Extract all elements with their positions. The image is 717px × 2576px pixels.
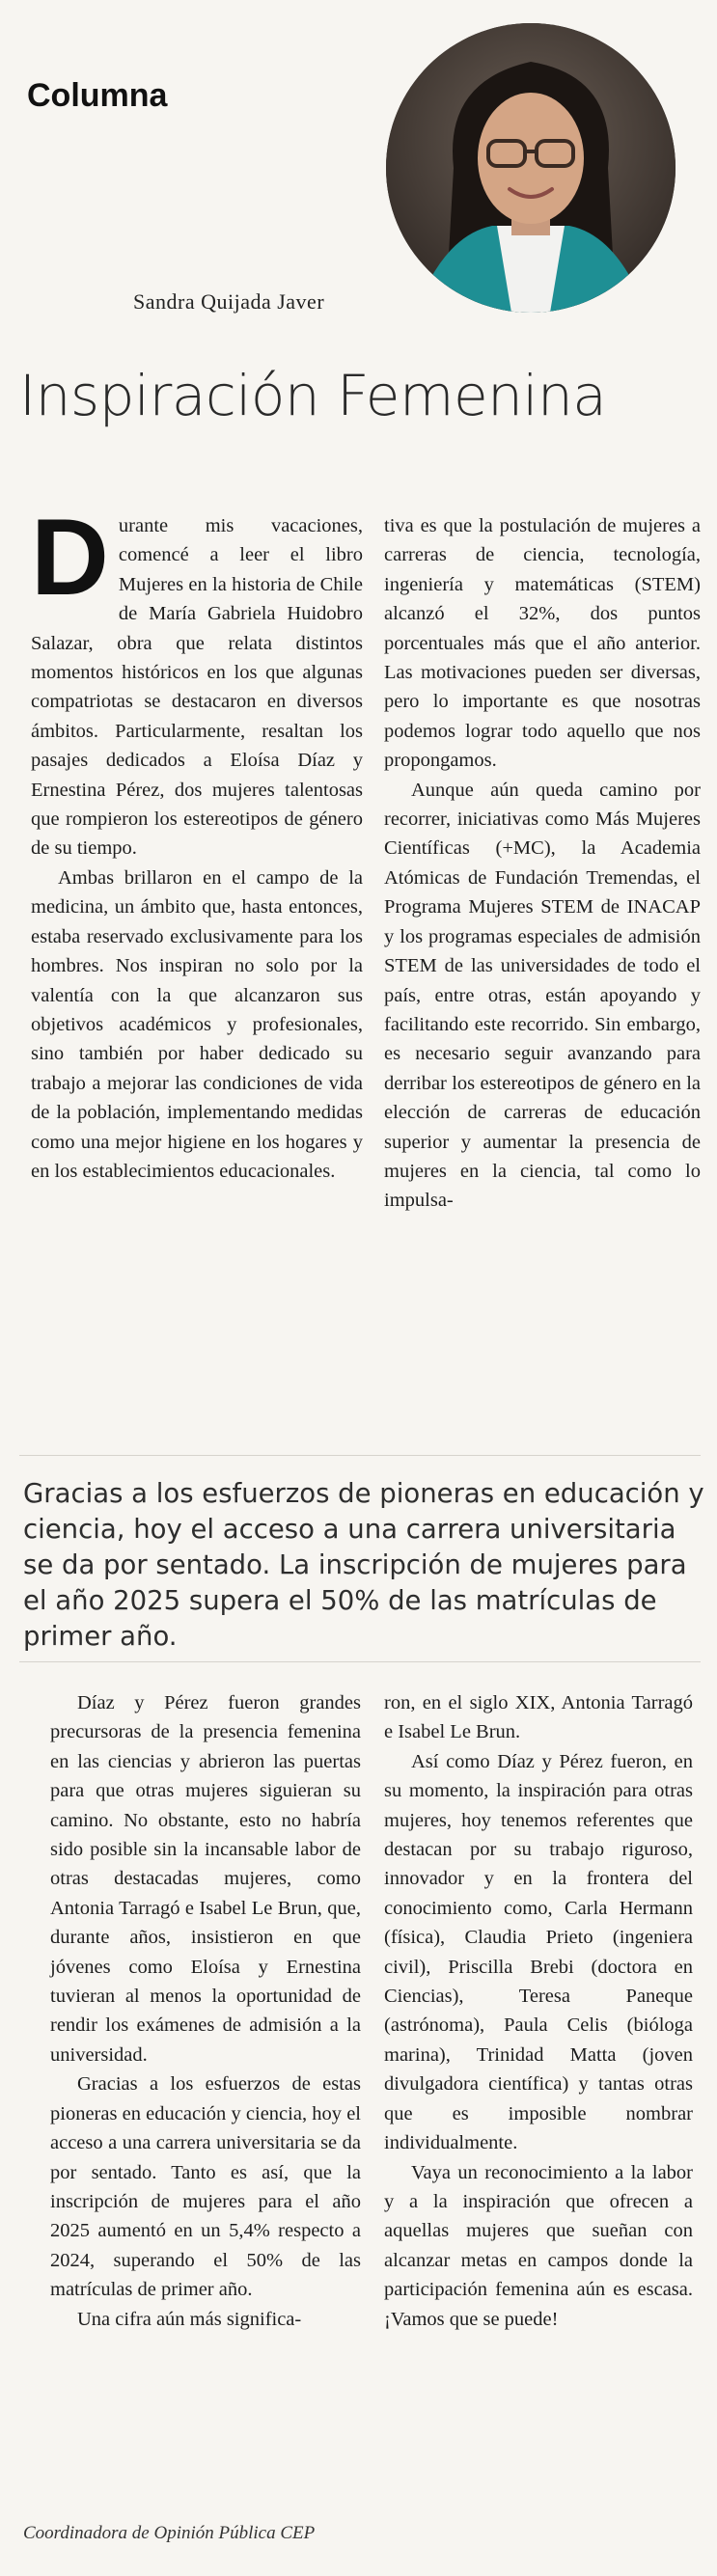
author-role: Coordinadora de Opinión Pública CEP bbox=[23, 2523, 316, 2543]
paragraph-10: Vaya un reconocimiento a la labor y a la inspiración que ofrecen a aquellas mujeres que sueñan con alcanzar metas en campos donde la participación femenina aún es escasa. ¡Vamos que se puede! bbox=[384, 2161, 693, 2330]
author-photo bbox=[386, 23, 676, 313]
paragraph-4: Aunque aún queda camino por recorrer, iniciativas como Más Mujeres Científicas (+MC), la Academia Atómicas de Fundación Tremendas, el Programa Mujeres STEM de INACAP y los programas especiales de admisión STEM de las universidades de todo el país, entre otras, están apoyando y facilitando este recorrido. Sin embargo, es necesario seguir avanzando para derribar los estereotipos de género en la elección de carreras de educación superior y aumentar la presencia de mujeres en la ciencia, tal como lo impulsa- bbox=[384, 779, 701, 1212]
section-label: Columna bbox=[27, 77, 168, 114]
author-portrait-icon bbox=[386, 23, 676, 313]
pull-quote: Gracias a los esfuerzos de pioneras en educación y ciencia, hoy el acceso a una carrera universitaria se da por sentado. La inscripción de mujeres para el año 2025 supera el 50% de las matrículas de primer año. bbox=[23, 1478, 704, 1652]
column-bottom-left bbox=[50, 1688, 361, 2334]
column-top-right bbox=[384, 511, 701, 1216]
paragraph-5: Díaz y Pérez fueron grandes precursoras de la presencia femenina en las ciencias y abrieron las puertas para que otras mujeres siguieran su camino. No obstante, esto no habría sido posible sin la incansable labor de otras destacadas mujeres, como Antonia Tarragó e Isabel Le Brun, que, durante años, insistieron en que jóvenes como Eloísa y Ernestina tuvieran al menos la oportunidad de rendir los exámenes de admisión a la universidad. bbox=[50, 1692, 361, 2066]
paragraph-8: ron, en el siglo XIX, Antonia Tarragó e Isabel Le Brun. bbox=[384, 1692, 693, 1743]
paragraph-9: Así como Díaz y Pérez fueron, en su momento, la inspiración para otras mujeres, hoy tenemos referentes que destacan por su trabajo riguroso, innovador y en la frontera del conocimiento como, Carla Hermann (física), Claudia Prieto (ingeniera civil), Priscilla Brebi (doctora en Ciencias), Teresa Paneque (astrónoma), Paula Celis (bióloga marina), Trinidad Matta (joven divulgadora científica) y tantas otras que es imposible nombrar individualmente. bbox=[384, 1750, 693, 2154]
divider-top bbox=[19, 1455, 701, 1456]
author-name: Sandra Quijada Javer bbox=[133, 289, 325, 314]
paragraph-1 bbox=[31, 497, 363, 863]
paragraph-1-text: urante mis vacaciones, comencé a leer el libro Mujeres en la historia de Chile de María Gabriela Huidobro Salazar, obra que relata distintos momentos históricos en los que algunas compatriotas se destacaron en diversos ámbitos. Particularmente, resaltan los pasajes dedicados a Eloísa Díaz y Ernestina Pérez, dos mujeres talentosas que rompieron los estereotipos de género de su tiempo. bbox=[31, 515, 363, 860]
paragraph-3: tiva es que la postulación de mujeres a carreras de ciencia, tecnología, ingeniería y matemáticas (STEM) alcanzó el 32%, dos puntos porcentuales más que el año anterior. Las motivaciones pueden ser diversas, pero lo importante es que nosotras podemos lograr todo aquello que nos propongamos. bbox=[384, 515, 701, 772]
drop-cap: D bbox=[31, 497, 109, 617]
article-title: Inspiración Femenina bbox=[19, 363, 607, 428]
paragraph-7: Una cifra aún más significa- bbox=[77, 2308, 302, 2330]
column-bottom-right bbox=[384, 1688, 693, 2334]
paragraph-6: Gracias a los esfuerzos de estas pioneras en educación y ciencia, hoy el acceso a una carrera universitaria se da por sentado. Tanto es así, que la inscripción de mujeres para el año 2025 aumentó en un 5,4% respecto a 2024, superando el 50% de las matrículas de primer año. bbox=[50, 2073, 361, 2301]
paragraph-2: Ambas brillaron en el campo de la medicina, un ámbito que, hasta entonces, estaba reservado exclusivamente para los hombres. Nos inspiran no solo por la valentía con la que alcanzaron sus objetivos académicos y profesionales, sino también por haber dedicado su trabajo a mejorar las condiciones de vida de la población, implementando medidas como una mejor higiene en los hogares y en los establecimientos educacionales. bbox=[31, 866, 363, 1182]
column-top-left bbox=[31, 497, 363, 1186]
divider-bottom bbox=[19, 1661, 701, 1662]
